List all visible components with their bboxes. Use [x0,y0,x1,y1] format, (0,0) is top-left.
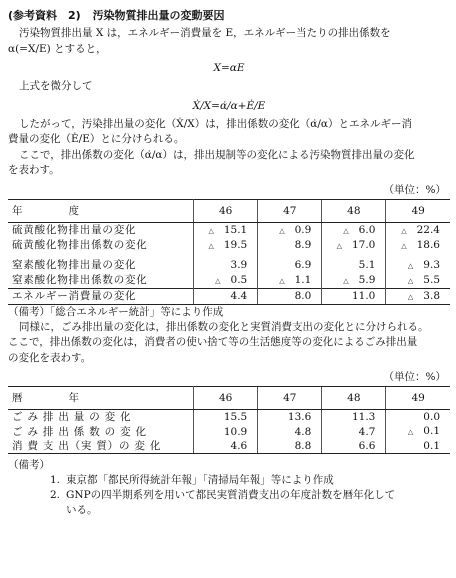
value-cell [322,258,386,273]
value-cell [386,238,450,253]
row-label: 窒素酸化物排出量の変化 [8,258,194,273]
cell-value: 5.1 [358,259,376,271]
intro-para2-a: ここで，排出係数の変化（α̇/α）は，排出規制等の変化による汚染物質排出量の変化 [19,148,415,161]
year-header: 46 [194,199,258,222]
table1-unit: （単位：%） [383,183,446,196]
table2-unit: （単位：%） [383,371,446,383]
garbage-table-body [8,410,450,454]
year-header: 48 [322,199,386,222]
negative-triangle-icon: △ [208,241,214,250]
middle-line-3: の変化を表わす。 [8,351,92,364]
cell-value: 13.6 [287,411,312,423]
table1-note: （備考）「総合エネルギー統計」等により作成 [8,305,224,318]
value-cell [194,288,258,304]
cell-value: 19.5 [223,238,248,251]
intro-para1-a: したがって，汚染排出量の変化（Ẋ/X）は，排出係数の変化（α̇/α）とエネルギー消 [19,117,412,130]
heading-title: 汚染物質排出量の変動要因 [92,9,225,22]
value-cell [194,238,258,253]
cell-value: 4.7 [358,425,376,438]
value-cell [322,410,386,425]
table-row [8,273,450,289]
negative-triangle-icon: △ [407,428,414,436]
intro-line-1: 汚染物質排出量 X は，エネルギー消費量を E，エネルギー当たりの排出係数を [19,27,391,39]
cell-value: 11.0 [351,290,376,302]
negative-triangle-icon: △ [401,226,407,235]
document-page [8,6,450,518]
row-label: 消 費 支 出（実 質）の 変 化 [8,439,194,454]
cell-value: 6.0 [358,223,376,236]
value-cell [386,410,450,425]
negative-triangle-icon: △ [343,226,349,235]
value-cell [258,288,322,304]
cell-value: 22.4 [416,223,440,236]
formula-derivative: Ẋ/X=α̇/α+Ė/E [192,99,266,112]
negative-triangle-icon: △ [336,241,342,250]
negative-triangle-icon: △ [279,276,285,285]
cell-value: 17.0 [351,238,376,251]
row-label: ご み 排 出 係 数 の 変 化 [8,424,194,439]
table-row [8,410,450,425]
intro-diff-line: 上式を微分して [19,80,93,92]
cell-value: 8.9 [294,239,312,251]
value-cell [194,273,258,289]
document-heading [8,6,450,26]
value-cell [322,238,386,253]
row-label: 窒素酸化物排出係数の変化 [8,273,194,289]
table-header-label: 暦 年 [8,387,194,410]
cell-value: 10.9 [223,425,248,438]
value-cell [322,288,386,304]
table-row [8,424,450,439]
table-header-row [8,199,450,222]
table-row [8,222,450,238]
year-header: 47 [258,199,322,222]
garbage-table [8,386,450,454]
cell-value: 4.6 [230,440,248,452]
cell-value: 8.0 [294,290,312,302]
year-header: 46 [194,387,258,410]
middle-line-1: 同様に，ごみ排出量の変化は，排出係数の変化と実質消費支出の変化とに分けられる。 [19,320,429,333]
value-cell [194,258,258,273]
cell-value: 4.4 [230,290,248,302]
value-cell [386,258,450,273]
value-cell [322,424,386,439]
cell-value: 0.9 [294,223,312,236]
negative-triangle-icon: △ [343,276,349,285]
table2-note-2 [8,488,450,518]
negative-triangle-icon: △ [407,276,414,285]
value-cell [258,424,322,439]
value-cell [258,222,322,238]
cell-value: 4.8 [294,425,312,438]
negative-triangle-icon: △ [215,276,221,285]
pollutant-table-body [8,222,450,304]
cell-value: 5.9 [358,273,376,286]
value-cell [322,273,386,289]
table2-notes [8,458,450,518]
table-row [8,439,450,454]
year-header: 49 [386,387,450,410]
value-cell [386,439,450,454]
value-cell [258,439,322,454]
table2-notes-label: （備考） [8,459,50,471]
heading-label: (参考資料 2) [8,9,81,22]
cell-value: 15.5 [223,411,248,423]
cell-value: 6.6 [358,440,376,452]
year-header: 49 [386,199,450,222]
note-continuation: いる。 [66,504,98,516]
cell-value: 5.5 [423,273,440,286]
negative-triangle-icon: △ [407,292,414,301]
negative-triangle-icon: △ [407,261,414,270]
value-cell [258,410,322,425]
cell-value: 18.6 [416,238,440,251]
note-text: GNPの四半期系列を用いて都民実質消費支出の年度計数を暦年化して [66,489,396,501]
value-cell [386,424,450,439]
value-cell [322,222,386,238]
cell-value: 11.3 [351,411,376,423]
cell-value: 3.9 [230,259,248,271]
note-text: 東京都「都民所得統計年報」「清掃局年報」等により作成 [66,474,334,486]
negative-triangle-icon: △ [279,226,285,235]
value-cell [258,238,322,253]
note-number: 1. [49,474,60,486]
cell-value: 15.1 [223,223,248,236]
cell-value: 0.5 [230,273,248,286]
row-label: エネルギー消費量の変化 [8,288,194,304]
year-header: 47 [258,387,322,410]
cell-value: 9.3 [423,258,440,271]
row-label: 硫黄酸化物排出係数の変化 [8,238,194,253]
row-label: 硫黄酸化物排出量の変化 [8,222,194,238]
cell-value: 0.1 [423,425,440,437]
table-row [8,288,450,304]
value-cell [386,273,450,289]
value-cell [194,439,258,454]
value-cell [194,424,258,439]
value-cell [258,258,322,273]
intro-line-2: α(=X/E) とすると， [8,42,107,55]
value-cell [258,273,322,289]
value-cell [194,222,258,238]
formula-x-alpha-e: X=αE [213,62,245,74]
middle-line-2: ここで，排出係数の変化は，消費者の使い捨て等の生活態度等の変化によるごみ排出量 [8,336,418,348]
note-number: 2. [49,489,60,501]
row-label: ご み 排 出 量 の 変 化 [8,410,194,425]
table-header-row [8,387,450,410]
intro-para1-b: 費量の変化（Ė/E）とに分けられる。 [8,133,185,145]
cell-value: 0.1 [423,440,440,452]
pollutant-table [8,199,450,305]
cell-value: 0.0 [423,411,440,423]
table-row [8,238,450,253]
table-row [8,258,450,273]
value-cell [386,222,450,238]
table-header-label: 年 度 [8,199,194,222]
negative-triangle-icon: △ [208,226,214,235]
table2-note-1 [8,473,450,488]
cell-value: 3.8 [423,289,440,302]
value-cell [194,410,258,425]
cell-value: 6.9 [294,259,312,271]
value-cell [322,439,386,454]
intro-para2-b: を表わす。 [8,164,60,176]
year-header: 48 [322,387,386,410]
value-cell [386,288,450,304]
cell-value: 8.8 [294,440,312,452]
negative-triangle-icon: △ [401,241,407,250]
cell-value: 1.1 [294,273,312,286]
